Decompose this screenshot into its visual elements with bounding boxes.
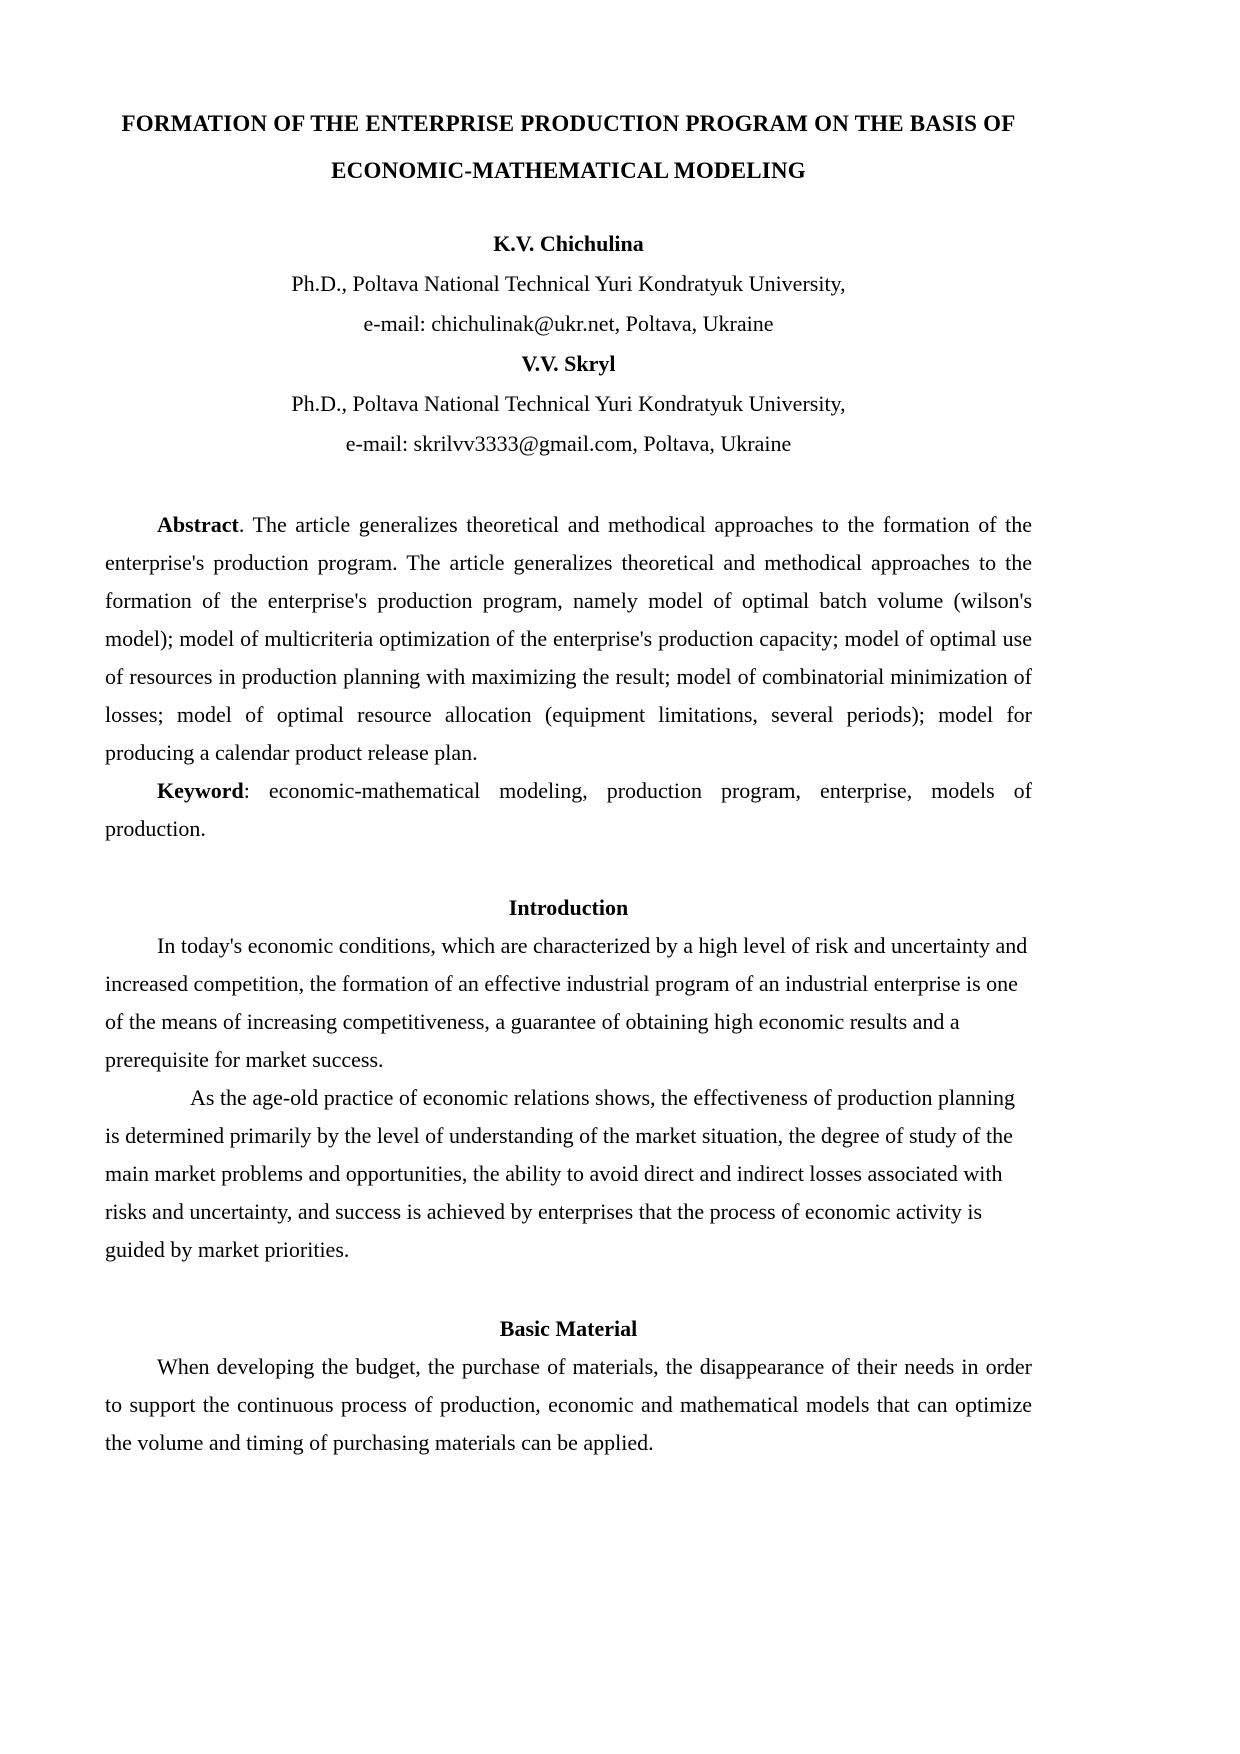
author-affiliation: Ph.D., Poltava National Technical Yuri Kondratyuk University, — [291, 271, 846, 296]
paper-title — [105, 100, 1032, 194]
keyword-text: : economic-mathematical modeling, production program, enterprise, models of production. — [105, 778, 1032, 841]
abstract-label: Abstract — [157, 512, 239, 537]
paper-title-line2: ECONOMIC-MATHEMATICAL MODELING — [331, 158, 806, 183]
abstract-paragraph — [105, 506, 1032, 772]
section-heading-basic-material: Basic Material — [499, 1316, 638, 1341]
section-heading-introduction: Introduction — [508, 895, 629, 920]
abstract-text: . The article generalizes theoretical and methodical approaches to the formation of the enterprise's production program. The article generalizes theoretical and methodical approaches to the formation of the enterprise's production program, namely model of optimal batch volume (wilson's model); model of multicriteria optimization of the enterprise's production capacity; model of optimal use of resources in production planning with maximizing the result; model of combinatorial minimization of losses; model of optimal resource allocation (equipment limitations, several periods); model for producing a calendar product release plan. — [105, 512, 1032, 765]
keyword-label: Keyword — [157, 778, 244, 803]
author-name: V.V. Skryl — [521, 351, 616, 376]
author-email: e-mail: skrilvv3333@gmail.com, Poltava, Ukraine — [345, 431, 792, 456]
keyword-paragraph — [105, 772, 1032, 848]
paragraph-basic-material-1: When developing the budget, the purchase of materials, the disappearance of their needs in order to support the continuous process of production, economic and mathematical models that can optimize the volume and timing of purchasing materials can be applied. — [105, 1354, 1032, 1455]
authors-block — [105, 224, 1032, 464]
author-name: K.V. Chichulina — [493, 231, 644, 256]
paragraph-introduction-2: As the age-old practice of economic relations shows, the effectiveness of production planning is determined primarily by the level of understanding of the market situation, the degree of study of the main market problems and opportunities, the ability to avoid direct and indirect losses associated with risks and uncertainty, and success is achieved by enterprises that the process of economic activity is guided by market priorities. — [105, 1085, 1015, 1262]
author-email: e-mail: chichulinak@ukr.net, Poltava, Ukraine — [363, 311, 774, 336]
paper-title-line1: FORMATION OF THE ENTERPRISE PRODUCTION PROGRAM ON THE BASIS OF — [121, 111, 1016, 136]
paragraph-introduction-1: In today's economic conditions, which are characterized by a high level of risk and uncertainty and increased competition, the formation of an effective industrial program of an industrial enterprise is one of the means of increasing competitiveness, a guarantee of obtaining high economic results and a prerequisite for market success. — [105, 933, 1028, 1072]
author-affiliation: Ph.D., Poltava National Technical Yuri Kondratyuk University, — [291, 391, 846, 416]
